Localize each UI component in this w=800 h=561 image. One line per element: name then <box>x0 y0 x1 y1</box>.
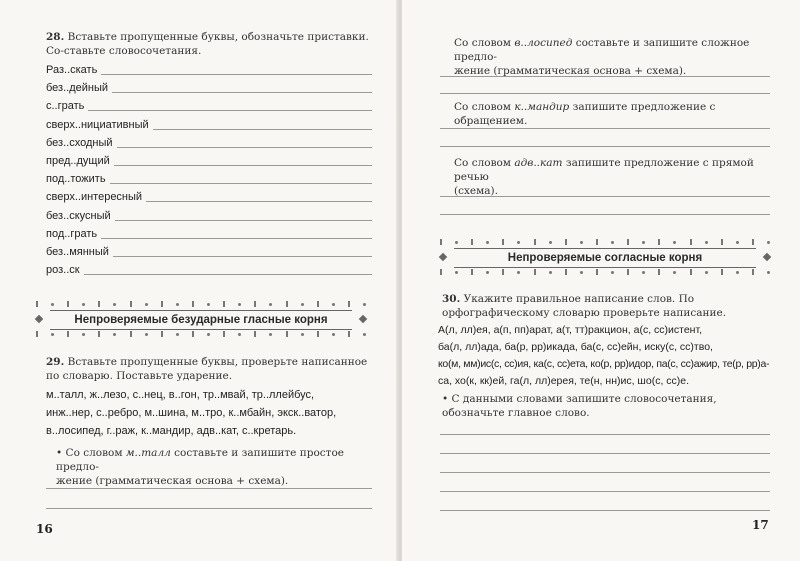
ornament-tick <box>301 333 304 336</box>
ornament-tick <box>673 271 676 274</box>
ornament-tick <box>161 331 163 337</box>
ornament-tick <box>721 239 723 245</box>
task-29-text: Вставьте пропущенные буквы, проверьте написанное по словарю. Поставьте ударение. <box>46 356 368 382</box>
ornament-tick <box>130 301 132 307</box>
answer-line <box>46 110 372 111</box>
answer-line <box>440 453 770 454</box>
ornament-tick <box>317 301 319 307</box>
page-number-right: 17 <box>752 518 769 532</box>
banner-box <box>454 248 756 268</box>
task-30-line-2: ба(л, лл)ада, ба(р, рр)икада, ба(с, сс)ейн, иску(с, сс)тво, <box>438 341 713 353</box>
ex1-prefix: Со словом <box>454 37 515 49</box>
ornament-tick <box>705 241 708 244</box>
ornament-tick <box>705 271 708 274</box>
task-29-instructions <box>46 355 372 383</box>
word-item: сверх..интересный <box>46 191 146 203</box>
ornament-tick <box>471 269 473 275</box>
ornament-tick <box>455 241 458 244</box>
ex3-prefix: Со словом <box>454 157 515 169</box>
left-page <box>0 0 398 561</box>
ornament-tick <box>517 241 520 244</box>
right-page <box>402 0 800 561</box>
ex1-rest: составьте и запишите сложное предло- <box>454 37 750 63</box>
ornament-tick <box>145 333 148 336</box>
ex3-line-2: (схема). <box>454 185 498 197</box>
word-item: без..мянный <box>46 246 113 258</box>
ornament-tick <box>207 333 210 336</box>
task-30-line-1: А(л, лл)ея, а(п, пп)арат, а(т, тт)ракцион, а(с, сс)истент, <box>438 324 703 336</box>
ornament-tick <box>363 303 366 306</box>
word-item: сверх..нициативный <box>46 119 153 131</box>
ornament-tick <box>67 301 69 307</box>
task-29-line-2: инж..нер, с..ребро, м..шина, м..тро, к..мбайн, экск..ватор, <box>46 407 337 419</box>
ornament-tick <box>565 239 567 245</box>
ornament-tick <box>176 333 179 336</box>
ornament-tick <box>440 269 442 275</box>
word-item: роз..ск <box>46 264 84 276</box>
word-row <box>46 187 372 205</box>
ornament-tick <box>736 271 739 274</box>
ornament-tick <box>145 303 148 306</box>
exercise-bicycle <box>454 36 774 78</box>
ornament-tick <box>690 269 692 275</box>
ornament-tick <box>549 241 552 244</box>
word-row <box>46 78 372 96</box>
task-30-line-4: са, хо(к, кк)ей, га(л, лл)ерея, те(н, нн)ис, шо(с, сс)е. <box>438 375 690 387</box>
ornament-tick <box>455 271 458 274</box>
task-29-line-1: м..талл, ж..лезо, с..нец, в..гон, тр..мвай, тр..ллейбус, <box>46 389 315 401</box>
ornament-tick <box>286 331 288 337</box>
ornament-tick <box>67 331 69 337</box>
exercise-commander <box>454 100 774 128</box>
ornament-tick <box>82 303 85 306</box>
word-row <box>46 133 372 151</box>
answer-line <box>440 510 770 511</box>
word-item: без..дейный <box>46 82 112 94</box>
task-30-number: 30. <box>442 293 461 305</box>
word-item: без..скусный <box>46 210 115 222</box>
ornament-tick <box>596 269 598 275</box>
subtask-prefix: • Со словом <box>56 447 126 459</box>
ornament-tick <box>486 241 489 244</box>
answer-line <box>46 274 372 275</box>
ornament-tick <box>207 303 210 306</box>
answer-line <box>440 128 770 129</box>
ornament-tick <box>502 269 504 275</box>
ornament-tick <box>611 241 614 244</box>
word-row <box>46 260 372 278</box>
ornament-tick <box>471 239 473 245</box>
answer-line <box>440 76 770 77</box>
ornament-tick <box>658 269 660 275</box>
word-item: с..грать <box>46 100 88 112</box>
subtask-word: м..талл <box>125 447 171 459</box>
banner-box <box>50 310 352 330</box>
ornament-tick <box>301 303 304 306</box>
ornament-tick <box>51 303 54 306</box>
task-30-subtask: • С данными словами запишите словосочетания, обозначьте главное слово. <box>442 393 717 419</box>
ornament-tick <box>642 241 645 244</box>
answer-line <box>46 488 372 489</box>
ornament-tick <box>36 331 38 337</box>
word-row <box>46 96 372 114</box>
ornament-tick <box>549 271 552 274</box>
ornament-tick <box>192 331 194 337</box>
banner-title: Непроверяемые согласные корня <box>502 252 708 264</box>
answer-line <box>440 93 770 94</box>
banner-title: Непроверяемые безударные гласные корня <box>68 314 333 326</box>
word-row <box>46 115 372 133</box>
ornament-tick <box>98 331 100 337</box>
ornament-tick <box>721 269 723 275</box>
ornament-tick <box>161 301 163 307</box>
task-30-instructions <box>442 292 776 320</box>
ornament-tick <box>502 239 504 245</box>
word-item: пред..дущий <box>46 155 114 167</box>
subtask-rest: составьте и запишите простое предло- <box>56 447 344 473</box>
ornament-tick <box>130 331 132 337</box>
ornament-top <box>440 238 770 246</box>
word-row <box>46 224 372 242</box>
word-row <box>46 169 372 187</box>
ornament-tick <box>534 239 536 245</box>
answer-line <box>46 508 372 509</box>
answer-line <box>440 214 770 215</box>
ornament-tick <box>752 269 754 275</box>
ornament-tick <box>348 331 350 337</box>
ex1-line-2: жение (грамматическая основа + схема). <box>454 65 687 77</box>
ex3-word: адв..кат <box>514 157 563 169</box>
word-row <box>46 206 372 224</box>
ornament-tick <box>238 333 241 336</box>
ex2-prefix: Со словом <box>454 101 515 113</box>
answer-line <box>440 434 770 435</box>
answer-line <box>440 472 770 473</box>
exercise-lawyer <box>454 156 774 198</box>
ornament-diamond-right <box>763 253 771 261</box>
word-row <box>46 60 372 78</box>
ornament-tick <box>192 301 194 307</box>
ornament-tick <box>82 333 85 336</box>
ex2-rest: запишите предложение с обращением. <box>454 101 716 127</box>
ornament-tick <box>517 271 520 274</box>
ornament-tick <box>642 271 645 274</box>
task-28-number: 28. <box>46 31 65 43</box>
word-row <box>46 242 372 260</box>
task-30-line-3: ко(м, мм)ис(с, сс)ия, ка(с, сс)ета, ко(р, рр)идор, па(с, сс)ажир, те(р, рр)а- <box>438 358 770 370</box>
ornament-tick <box>332 303 335 306</box>
word-item: без..сходный <box>46 137 117 149</box>
word-row <box>46 151 372 169</box>
word-item: Раз..скать <box>46 64 101 76</box>
ornament-tick <box>98 301 100 307</box>
ornament-tick <box>286 301 288 307</box>
ornament-tick <box>767 241 770 244</box>
ornament-tick <box>658 239 660 245</box>
task-29-line-3: в..лосипед, г..раж, к..мандир, адв..кат, с..кретарь. <box>46 425 297 437</box>
ornament-bottom <box>440 268 770 276</box>
task-29-subtask <box>56 446 372 488</box>
ornament-tick <box>269 333 272 336</box>
ornament-tick <box>736 241 739 244</box>
ornament-tick <box>627 239 629 245</box>
ornament-top <box>36 300 366 308</box>
ornament-tick <box>690 239 692 245</box>
ornament-tick <box>767 271 770 274</box>
ex3-rest: запишите предложение с прямой речью <box>454 157 754 183</box>
ornament-tick <box>238 303 241 306</box>
task-28-text: Вставьте пропущенные буквы, обозначьте приставки. Со-ставьте словосочетания. <box>46 31 369 57</box>
ornament-tick <box>176 303 179 306</box>
word-item: под..тожить <box>46 173 110 185</box>
ornament-tick <box>36 301 38 307</box>
task-29-number: 29. <box>46 356 65 368</box>
subtask-line-2: жение (грамматическая основа + схема). <box>56 475 289 487</box>
ornament-tick <box>113 333 116 336</box>
ornament-tick <box>580 241 583 244</box>
answer-line <box>440 491 770 492</box>
ex1-word: в..лосипед <box>514 37 573 49</box>
ornament-tick <box>752 239 754 245</box>
ornament-tick <box>627 269 629 275</box>
ornament-tick <box>269 303 272 306</box>
ornament-tick <box>51 333 54 336</box>
ornament-tick <box>673 241 676 244</box>
ornament-tick <box>363 333 366 336</box>
ornament-tick <box>223 331 225 337</box>
ornament-tick <box>317 331 319 337</box>
answer-line <box>440 146 770 147</box>
answer-line <box>440 196 770 197</box>
banner-vowels <box>36 298 366 336</box>
ornament-diamond-right <box>359 315 367 323</box>
ornament-diamond-left <box>35 315 43 323</box>
page-number-left: 16 <box>36 522 53 536</box>
ornament-tick <box>348 301 350 307</box>
ornament-tick <box>565 269 567 275</box>
ornament-tick <box>113 303 116 306</box>
ornament-tick <box>596 239 598 245</box>
ornament-tick <box>254 301 256 307</box>
ornament-tick <box>611 271 614 274</box>
ornament-tick <box>534 269 536 275</box>
ornament-diamond-left <box>439 253 447 261</box>
ornament-tick <box>440 239 442 245</box>
ornament-tick <box>223 301 225 307</box>
ornament-tick <box>332 333 335 336</box>
ornament-tick <box>254 331 256 337</box>
ex2-word: к..мандир <box>514 101 570 113</box>
ornament-bottom <box>36 330 366 338</box>
task-30-text: Укажите правильное написание слов. По орфографическому словарю проверьте написание. <box>442 293 727 319</box>
ornament-tick <box>486 271 489 274</box>
banner-consonants <box>440 236 770 274</box>
word-item: под..грать <box>46 228 101 240</box>
ornament-tick <box>580 271 583 274</box>
task-28-instructions <box>46 30 372 58</box>
